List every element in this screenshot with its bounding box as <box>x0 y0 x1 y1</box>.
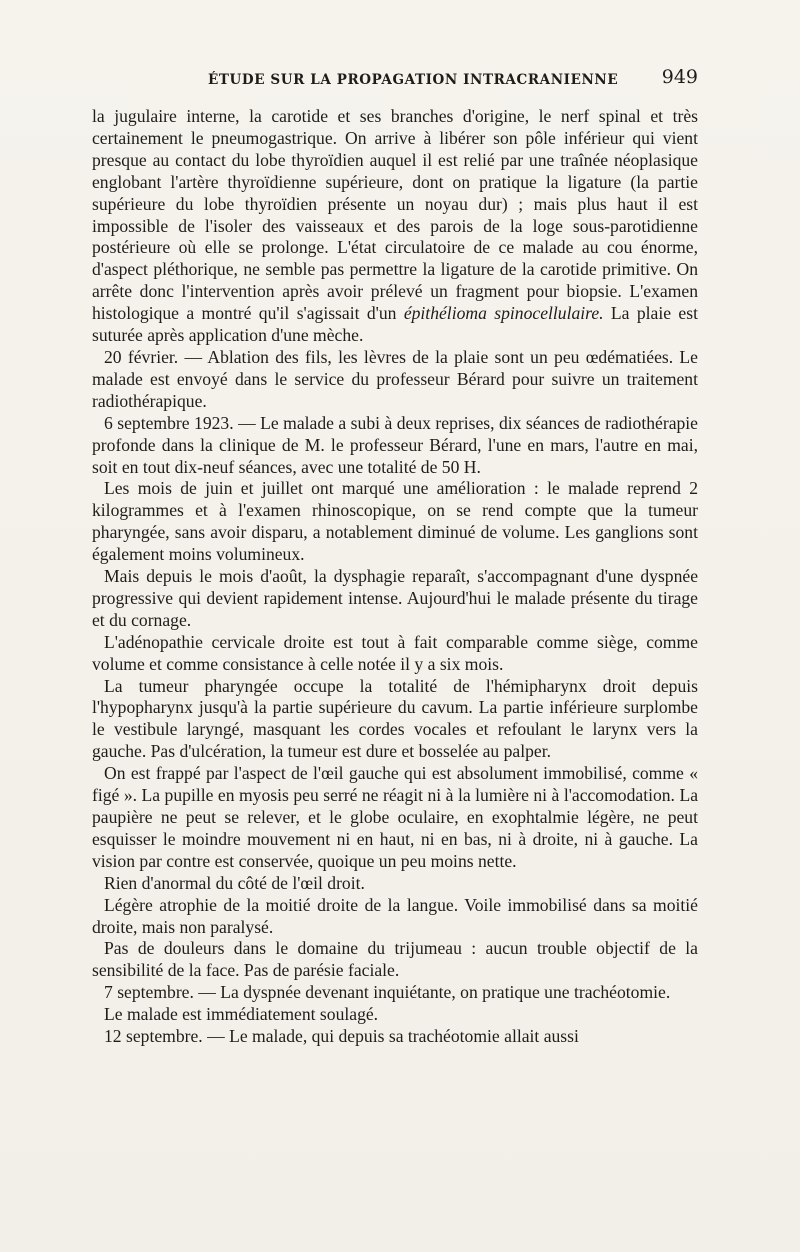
paragraph-adenopathie: L'adénopathie cervicale droite est tout à fait comparable comme siège, comme volume et comme consistance à celle notée il y a six mois. <box>92 631 698 674</box>
paragraph-trijumeau: Pas de douleurs dans le domaine du trijumeau : aucun trouble objectif de la sensibilité de la face. Pas de parésie faciale. <box>92 938 698 981</box>
diagnosis-term: épithélioma spinocellulaire. <box>403 303 604 324</box>
paragraph-soulage: Le malade est immédiatement soulagé. <box>104 1004 379 1025</box>
paragraph-tumeur-pharyngee: La tumeur pharyngée occupe la totalité de l'hémipharynx droit depuis l'hypopharynx jusqu'à la partie supérieure du cavum. La partie inférieure surplombe le vestibule laryngé, masquant les cordes vocales et refoulant le larynx vers la gauche. Pas d'ulcération, la tumeur est dure et bosselée au palper. <box>92 675 698 762</box>
page-header <box>92 66 698 92</box>
paragraph-operation-report <box>92 106 698 347</box>
paragraph-20-fevrier: 20 février. — Ablation des fils, les lèvres de la plaie sont un peu œdématiées. Le malade est envoyé dans le service du professeur Bérard pour suivre un traitement radiothérapique. <box>92 346 698 411</box>
paragraph-oeil-droit: Rien d'anormal du côté de l'œil droit. <box>104 872 365 893</box>
paragraph-juin-juillet: Les mois de juin et juillet ont marqué une amélioration : le malade reprend 2 kilogrammes et à l'examen rhinoscopique, on se rend compte que la tumeur pharyngée, sans avoir disparu, a notablement diminué de volume. Les ganglions sont également moins volumineux. <box>92 478 698 565</box>
body-text <box>92 106 698 1048</box>
running-title: ÉTUDE SUR LA PROPAGATION INTRACRANIENNE <box>208 72 619 88</box>
paragraph-6-septembre: 6 septembre 1923. — Le malade a subi à deux reprises, dix séances de radiothérapie profonde dans la clinique de M. le professeur Bérard, l'une en mars, l'autre en mai, soit en tout dix-neuf séances, avec une totalité de 50 H. <box>92 412 698 477</box>
paragraph-langue: Légère atrophie de la moitié droite de la langue. Voile immobilisé dans sa moitié droite, mais non paralysé. <box>92 894 698 937</box>
paragraph-aout: Mais depuis le mois d'août, la dysphagie reparaît, s'accompagnant d'une dyspnée progressive qui devient rapidement intense. Aujourd'hui le malade présente du tirage et du cornage. <box>92 566 698 630</box>
paragraph-oeil-gauche: On est frappé par l'aspect de l'œil gauche qui est absolument immobilisé, comme « figé ». La pupille en myosis peu serré ne réagit ni à la lumière ni à l'accomodation. La paupière ne peut se relever, et le globe oculaire, en exophtalmie légère, ne peut esquisser le moindre mouvement ni en haut, ni en bas, ni à droite, ni à gauche. La vision par contre est conservée, quoique un peu moins nette. <box>92 763 698 871</box>
paragraph-12-septembre: 12 septembre. — Le malade, qui depuis sa trachéotomie allait aussi <box>104 1026 579 1047</box>
paragraph-text: La plaie est suturée après application d'une mèche. <box>92 303 698 346</box>
paragraph-7-septembre: 7 septembre. — La dyspnée devenant inquiétante, on pratique une trachéotomie. <box>104 982 671 1003</box>
page-number: 949 <box>661 66 698 88</box>
paragraph-text: la jugulaire interne, la carotide et ses branches d'origine, le nerf spinal et très certainement le pneumogastrique. On arrive à libérer son pôle inférieur qui vient presque au contact du lobe thyroïdien auquel il est relié par une traînée néoplasique englobant l'artère thyroïdienne supérieure, dont on pratique la ligature (la partie supérieure du lobe thyroïdien présente un noyau dur) ; mais plus haut il est impossible de l'isoler des vaisseaux et des parois de la loge sous-parotidienne postérieure où elle se prolonge. L'état circulatoire de ce malade au cou énorme, d'aspect pléthorique, ne semble pas permettre la ligature de la carotide primitive. On arrête donc l'intervention après avoir prélevé un fragment pour biopsie. L'examen histologique a montré qu'il s'agissait d'un <box>92 106 698 324</box>
